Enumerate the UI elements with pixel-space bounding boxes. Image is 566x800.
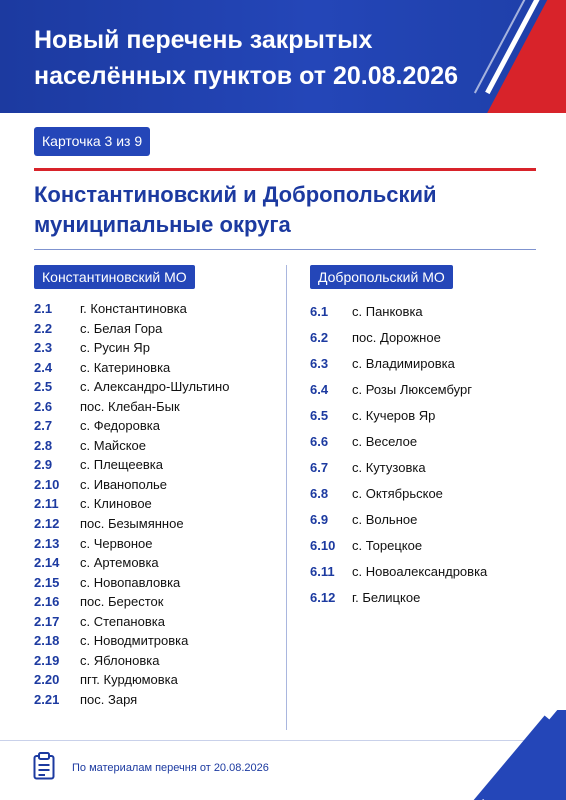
item-number: 6.5: [310, 408, 329, 423]
item-number: 6.11: [310, 564, 335, 579]
item-name: с. Панковка: [352, 304, 423, 319]
item-name: с. Червоное: [80, 535, 153, 551]
list-item: [34, 651, 229, 671]
item-number: 2.11: [34, 496, 59, 512]
item-number: 6.7: [310, 460, 329, 475]
item-number: 2.9: [34, 457, 53, 473]
column-divider: [286, 265, 287, 730]
clipboard-icon: [33, 752, 55, 780]
item-name: с. Александро-Шультино: [80, 379, 230, 395]
list-item: [34, 455, 229, 475]
list-item: [310, 377, 487, 403]
item-number: 2.2: [34, 320, 53, 336]
list-item: [34, 494, 229, 514]
list-item: [310, 481, 487, 507]
decor-corner: [446, 710, 566, 800]
item-name: с. Октябрьское: [352, 486, 443, 501]
item-name: с. Клиновое: [80, 496, 152, 512]
item-name: с. Новодмитровка: [80, 633, 189, 649]
list-item: [310, 351, 487, 377]
list-item: [34, 670, 229, 690]
item-name: с. Кучеров Яр: [352, 408, 436, 423]
left-column-heading: Константиновский МО: [34, 265, 195, 289]
right-settlement-list: [310, 299, 487, 611]
list-item: [34, 319, 229, 339]
card-badge: Карточка 3 из 9: [34, 127, 150, 156]
item-number: 6.9: [310, 512, 329, 527]
list-item: [310, 403, 487, 429]
header-banner: [0, 0, 566, 113]
item-number: 6.4: [310, 382, 329, 397]
divider-red: [34, 168, 536, 171]
item-name: с. Веселое: [352, 434, 418, 449]
page-title: Новый перечень закрытых населённых пунктов от 20.08.2026: [34, 26, 459, 90]
item-name: с. Русин Яр: [80, 340, 150, 356]
item-number: 2.13: [34, 535, 60, 551]
item-name: с. Розы Люксембург: [352, 382, 472, 397]
item-name: с. Владимировка: [352, 356, 455, 371]
item-name: с. Новоалександровка: [352, 564, 488, 579]
item-number: 6.3: [310, 356, 329, 371]
list-item: [34, 358, 229, 378]
item-number: 6.1: [310, 304, 329, 319]
item-name: с. Майское: [80, 437, 146, 453]
list-item: [310, 429, 487, 455]
list-item: [310, 507, 487, 533]
item-number: 2.8: [34, 437, 53, 453]
list-item: [34, 553, 229, 573]
item-name: пос. Безымянное: [80, 516, 184, 532]
item-number: 2.15: [34, 574, 60, 590]
item-number: 2.1: [34, 301, 53, 316]
item-name: с. Новопавловка: [80, 574, 181, 590]
list-item: [34, 514, 229, 534]
item-name: пос. Заря: [80, 691, 138, 707]
item-number: 2.20: [34, 672, 60, 688]
divider-blue: [34, 249, 536, 250]
item-number: 2.12: [34, 516, 60, 532]
item-name: пгт. Курдюмовка: [80, 672, 178, 688]
list-item: [34, 397, 229, 417]
item-number: 2.5: [34, 379, 53, 395]
item-name: с. Белая Гора: [80, 320, 163, 336]
item-name: пос. Дорожное: [352, 330, 441, 345]
list-item: [34, 377, 229, 397]
section-title: Константиновский и Добропольский муниципальные округа: [34, 182, 437, 237]
decor-stripe-red: [474, 0, 566, 113]
item-name: с. Степановка: [80, 613, 165, 629]
item-name: с. Вольное: [352, 512, 418, 527]
item-number: 2.7: [34, 418, 53, 434]
list-item: [34, 690, 229, 710]
item-number: 2.19: [34, 652, 60, 668]
list-item: [34, 416, 229, 436]
list-item: [310, 325, 487, 351]
item-number: 2.10: [34, 476, 60, 492]
item-number: 2.14: [34, 555, 60, 571]
list-item: [34, 631, 229, 651]
list-item: [34, 592, 229, 612]
footer-source-text: По материалам перечня от 20.08.2026: [72, 762, 269, 774]
item-number: 2.6: [34, 398, 53, 414]
item-name: с. Катериновка: [80, 359, 171, 375]
item-name: с. Торецкое: [352, 538, 423, 553]
item-number: 6.12: [310, 590, 336, 605]
left-settlement-list: [34, 299, 229, 709]
item-name: пос. Бересток: [80, 594, 164, 610]
item-name: с. Плещеевка: [80, 457, 164, 473]
item-name: с. Яблоновка: [80, 652, 160, 668]
list-item: [310, 299, 487, 325]
item-number: 2.18: [34, 633, 60, 649]
item-name: пос. Клебан-Бык: [80, 398, 180, 414]
item-name: г. Белицкое: [352, 590, 421, 605]
item-number: 6.8: [310, 486, 329, 501]
list-item: [34, 338, 229, 358]
item-number: 6.10: [310, 538, 336, 553]
item-number: 6.6: [310, 434, 329, 449]
item-number: 2.16: [34, 594, 60, 610]
item-number: 2.4: [34, 359, 53, 375]
item-number: 2.3: [34, 340, 53, 356]
item-name: с. Иванополье: [80, 476, 168, 492]
list-item: [34, 436, 229, 456]
list-item: [34, 534, 229, 554]
item-name: с. Кутузовка: [352, 460, 426, 475]
list-item: [310, 533, 487, 559]
list-item: [310, 559, 487, 585]
item-number: 2.21: [34, 691, 60, 707]
right-column-heading: Добропольский МО: [310, 265, 453, 289]
list-item: [310, 455, 487, 481]
list-item: [34, 299, 229, 319]
list-item: [34, 612, 229, 632]
list-item: [34, 573, 229, 593]
item-name: с. Федоровка: [80, 418, 160, 434]
item-name: с. Артемовка: [80, 555, 159, 571]
item-name: г. Константиновка: [80, 301, 187, 316]
item-number: 6.2: [310, 330, 329, 345]
item-number: 2.17: [34, 613, 60, 629]
list-item: [34, 475, 229, 495]
list-item: [310, 585, 487, 611]
decor-corner-blue: [483, 710, 566, 800]
